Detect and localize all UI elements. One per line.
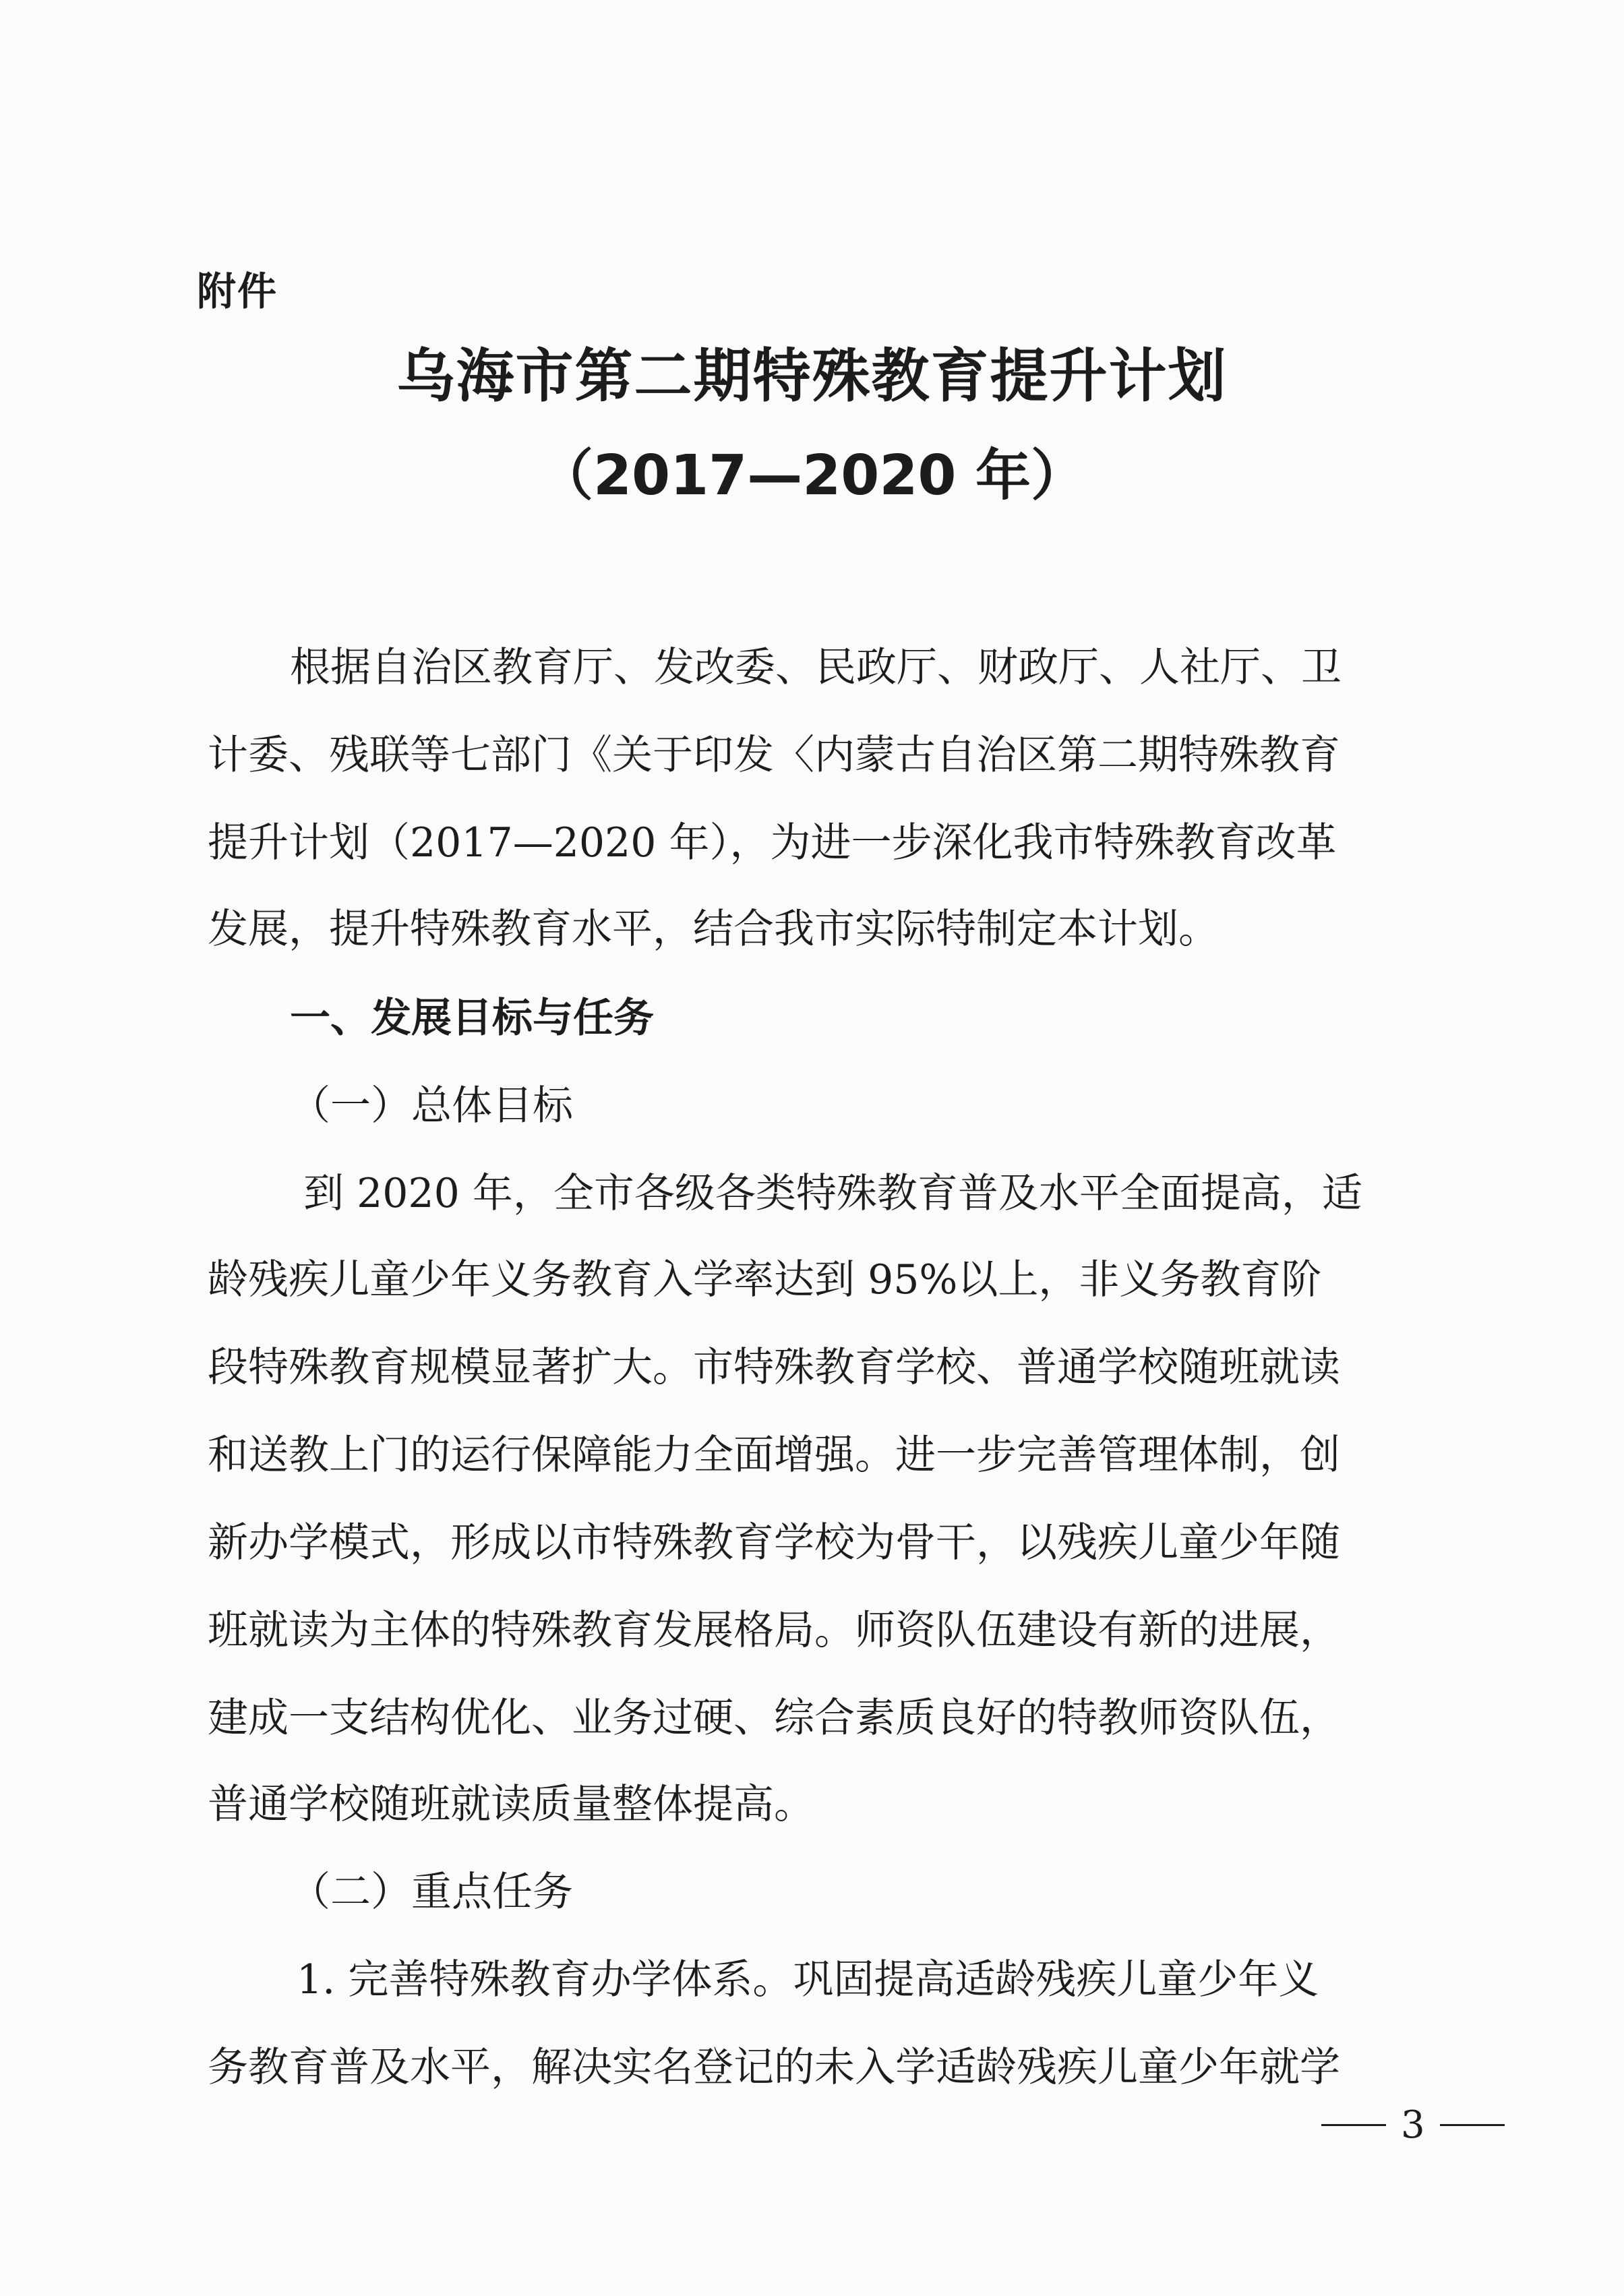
page-number-left-dash bbox=[1321, 2124, 1386, 2126]
subsection-heading: （一）总体目标 bbox=[290, 1082, 573, 1129]
body-line: 1. 完善特殊教育办学体系。巩固提高适龄残疾儿童少年义 bbox=[297, 1956, 1319, 2003]
page-number-right-dash bbox=[1440, 2124, 1505, 2126]
body-line: 根据自治区教育厅、发改委、民政厅、财政厅、人社厅、卫 bbox=[290, 644, 1342, 691]
attachment-label: 附件 bbox=[197, 268, 278, 314]
body-line: 计委、残联等七部门《关于印发〈内蒙古自治区第二期特殊教育 bbox=[208, 732, 1340, 779]
page-number-value: 3 bbox=[1401, 2103, 1425, 2147]
body-line: 普通学校随班就读质量整体提高。 bbox=[208, 1781, 814, 1828]
body-line: 和送教上门的运行保障能力全面增强。进一步完善管理体制，创 bbox=[208, 1432, 1340, 1479]
subsection-heading: （二）重点任务 bbox=[290, 1868, 573, 1916]
body-line: 建成一支结构优化、业务过硬、综合素质良好的特教师资队伍， bbox=[208, 1695, 1340, 1742]
body-line: 发展，提升特殊教育水平，结合我市实际特制定本计划。 bbox=[208, 906, 1219, 953]
page-number bbox=[1321, 2100, 1505, 2147]
body-line: 到 2020 年，全市各级各类特殊教育普及水平全面提高，适 bbox=[303, 1170, 1362, 1217]
document-title: 乌海市第二期特殊教育提升计划 bbox=[396, 343, 1228, 410]
body-line: 龄残疾儿童少年义务教育入学率达到 95%以上，非义务教育阶 bbox=[208, 1256, 1322, 1303]
body-line: 提升计划（2017—2020 年），为进一步深化我市特殊教育改革 bbox=[208, 819, 1337, 866]
section-heading: 一、发展目标与任务 bbox=[290, 995, 654, 1042]
body-line: 段特殊教育规模显著扩大。市特殊教育学校、普通学校随班就读 bbox=[208, 1344, 1340, 1391]
body-line: 新办学模式，形成以市特殊教育学校为骨干，以残疾儿童少年随 bbox=[208, 1519, 1340, 1566]
body-line: 班就读为主体的特殊教育发展格局。师资队伍建设有新的进展， bbox=[208, 1607, 1340, 1654]
body-line: 务教育普及水平，解决实名登记的未入学适龄残疾儿童少年就学 bbox=[208, 2044, 1340, 2091]
document-subtitle: （2017—2020 年） bbox=[538, 444, 1086, 508]
